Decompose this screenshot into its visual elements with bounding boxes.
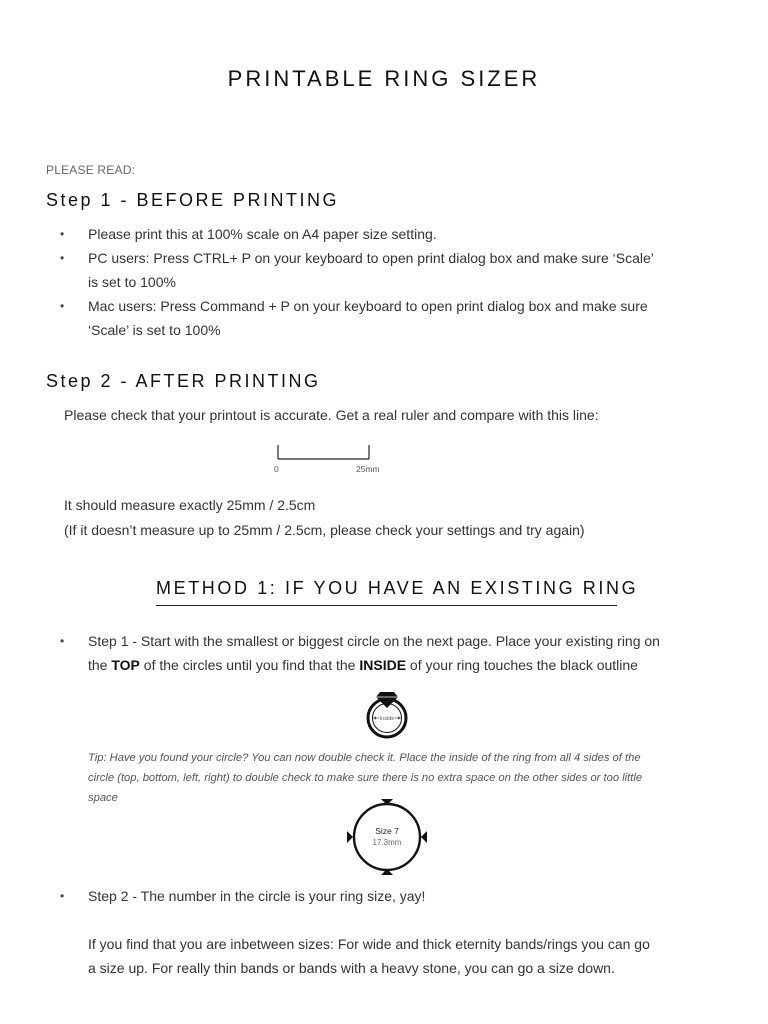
inbetween-sizes-text: If you find that you are inbetween sizes: For wide and thick eternity bands/rings you can go a size up. For really thin bands or bands with a heavy stone, you can go a size down. [88,936,650,976]
size-label: Size 7 [375,826,399,836]
top-emphasis: TOP [111,657,140,673]
bullet-icon: • [60,299,65,313]
ruler-end-label: 25mm [356,464,380,474]
inside-emphasis: INSIDE [359,657,407,673]
tip-text: Tip: Have you found your circle? You can now double check it. Place the inside of the ring from all 4 sides of the circle (top, bottom, left, right) to double check to make sure there is no extra space on the other sides or too little space [88,752,643,804]
list-item-text: Mac users: Press Command + P on your keyboard to open print dialog box and make sure ‘Scale’ is set to 100% [88,298,648,338]
method1-step1-list [60,629,660,677]
bullet-icon: • [60,251,65,265]
bullet-icon: • [60,889,65,903]
step1-text-part: of the circles until you find that the [139,657,360,673]
measure-text: It should measure exactly 25mm / 2.5cm [64,497,316,513]
list-item [60,222,660,246]
list-item [60,246,660,294]
step1-list [60,222,660,342]
page-title: PRINTABLE RING SIZER [227,66,541,91]
list-item [60,629,660,677]
please-read-label: PLEASE READ: [46,163,136,177]
step1-text-part: of your ring touches the black outline [406,657,638,673]
bullet-icon: • [60,634,65,648]
method1-heading: METHOD 1: IF YOU HAVE AN EXISTING RING [156,578,617,606]
list-item-text: Please print this at 100% scale on A4 paper size setting. [88,226,437,242]
list-item [60,884,660,908]
ring-inside-label: Inside [379,716,395,722]
method1-step1-text [88,633,660,673]
method1-step2-list [60,884,660,908]
ruler-line-icon [272,443,392,479]
ring-diagram-icon [364,688,410,740]
step1-text-part: Step 1 - Start with the smallest or biggest circle on the next page. Place your existing ring on the [88,633,660,673]
step2-heading: Step 2 - AFTER PRINTING [46,371,321,391]
size-mm-label: 17.3mm [372,838,402,847]
step1-heading: Step 1 - BEFORE PRINTING [46,190,340,210]
ruler-start-label: 0 [274,464,279,474]
sample-size-circle-icon [344,797,430,877]
list-item [60,294,660,342]
measure-note: (If it doesn’t measure up to 25mm / 2.5cm, please check your settings and try again) [64,522,585,538]
check-instruction: Please check that your printout is accurate. Get a real ruler and compare with this line: [64,407,599,423]
list-item-text: PC users: Press CTRL+ P on your keyboard to open print dialog box and make sure ‘Scale’ is set to 100% [88,250,654,290]
method1-step2-text: Step 2 - The number in the circle is your ring size, yay! [88,888,426,904]
bullet-icon: • [60,227,65,241]
